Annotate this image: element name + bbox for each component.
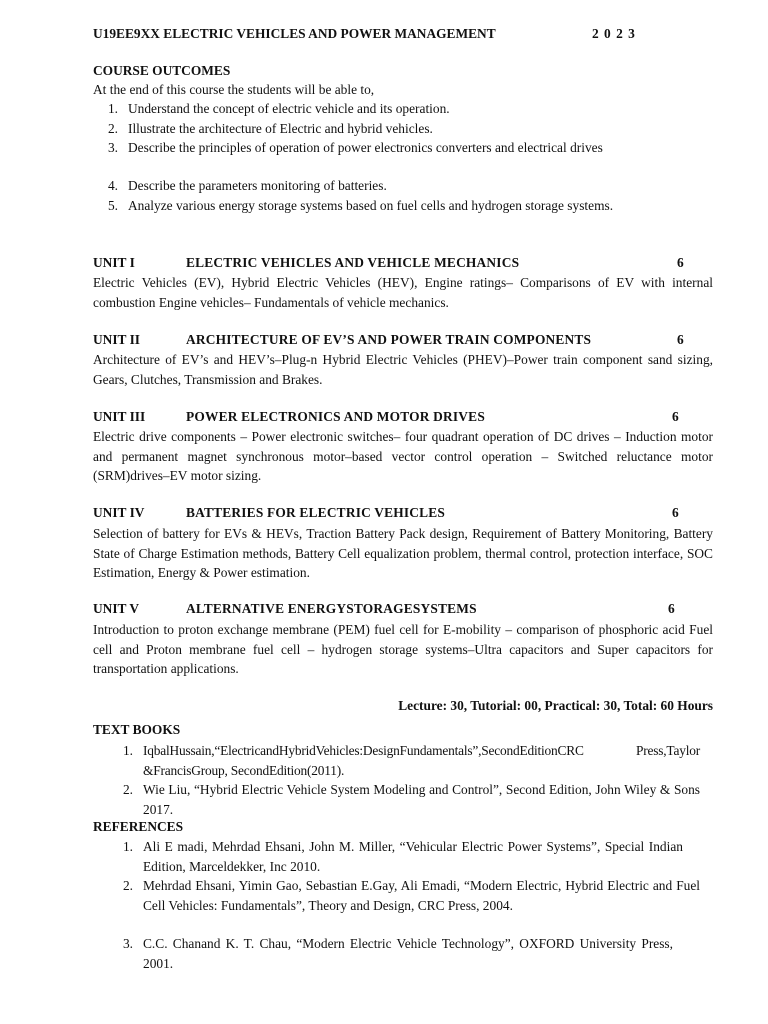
- outcome-item: Describe the parameters monitoring of batteries.: [128, 178, 387, 193]
- reference-item: Ali E madi, Mehrdad Ehsani, John M. Miller, “Vehicular Electric Power Systems”, Special Indian Edition, Marceldekker, Inc 2010.: [143, 839, 683, 874]
- course-year: 2 0 2 3: [592, 26, 636, 41]
- textbook-number: 1.: [122, 743, 133, 758]
- unit-title: POWER ELECTRONICS AND MOTOR DRIVES: [186, 409, 485, 424]
- outcome-item: Illustrate the architecture of Electric and hybrid vehicles.: [128, 121, 433, 136]
- unit-label: UNIT II: [93, 332, 141, 347]
- outcome-item: Describe the principles of operation of power electronics converters and electrical drives: [128, 140, 603, 155]
- reference-item: C.C. Chanand K. T. Chau, “Modern Electric Vehicle Technology”, OXFORD University Press, 2001.: [143, 936, 673, 971]
- hours-summary: Lecture: 30, Tutorial: 00, Practical: 30, Total: 60 Hours: [398, 698, 713, 713]
- outcome-item: Analyze various energy storage systems based on fuel cells and hydrogen storage systems.: [128, 198, 614, 213]
- text-books-heading: TEXT BOOKS: [93, 722, 181, 737]
- unit-hours: 6: [672, 505, 679, 520]
- course-outcomes-heading: COURSE OUTCOMES: [93, 63, 231, 78]
- reference-number: 3.: [122, 936, 133, 951]
- unit-body: Introduction to proton exchange membrane (PEM) fuel cell for E-mobility – comparison of phosphoric acid Fuel cell and Proton membrane fuel cell – hydrogen storage systems–Ultra capacitors and Super capacitors for transportation applications.: [93, 622, 713, 676]
- unit-hours: 6: [677, 332, 684, 347]
- outcome-item: Understand the concept of electric vehicle and its operation.: [128, 101, 450, 116]
- unit-title: ELECTRIC VEHICLES AND VEHICLE MECHANICS: [186, 255, 520, 270]
- reference-item: Mehrdad Ehsani, Yimin Gao, Sebastian E.Gay, Ali Emadi, “Modern Electric, Hybrid Electric and Fuel Cell Vehicles: Fundamentals”, Theory and Design, CRC Press, 2004.: [143, 878, 700, 913]
- outcome-number: 3.: [107, 140, 118, 155]
- outcome-number: 1.: [107, 101, 118, 116]
- textbook-item: IqbalHussain,“ElectricandHybridVehicles:DesignFundamentals”,SecondEditionCRC Press,Taylor &FrancisGroup, SecondEdition(2011).: [143, 743, 700, 778]
- unit-body: Electric drive components – Power electronic switches– four quadrant operation of DC drives – Induction motor and permanent magnet synchronous motor–based vector control operation – Switched reluctance motor (SRM)drives–EV motor sizing.: [93, 429, 713, 483]
- outcome-number: 2.: [107, 121, 118, 136]
- unit-body: Electric Vehicles (EV), Hybrid Electric Vehicles (HEV), Engine ratings– Comparisons of EV with internal combustion Engine vehicles– Fundamentals of vehicle mechanics.: [93, 275, 713, 310]
- unit-label: UNIT V: [93, 601, 140, 616]
- unit-title: BATTERIES FOR ELECTRIC VEHICLES: [186, 505, 446, 520]
- references-heading: REFERENCES: [93, 819, 184, 834]
- unit-hours: 6: [668, 601, 675, 616]
- unit-title: ALTERNATIVE ENERGYSTORAGESYSTEMS: [186, 601, 477, 616]
- unit-body: Architecture of EV’s and HEV’s–Plug-n Hybrid Electric Vehicles (PHEV)–Power train component sand sizing, Gears, Clutches, Transmission and Brakes.: [93, 352, 713, 387]
- course-title: U19EE9XX ELECTRIC VEHICLES AND POWER MANAGEMENT: [93, 26, 496, 41]
- unit-hours: 6: [677, 255, 684, 270]
- unit-title: ARCHITECTURE OF EV’S AND POWER TRAIN COMPONENTS: [186, 332, 592, 347]
- outcome-number: 5.: [107, 198, 118, 213]
- unit-label: UNIT I: [93, 255, 135, 270]
- unit-hours: 6: [672, 409, 679, 424]
- textbook-number: 2.: [122, 782, 133, 797]
- reference-number: 2.: [122, 878, 133, 893]
- unit-label: UNIT III: [93, 409, 146, 424]
- reference-number: 1.: [122, 839, 133, 854]
- outcome-number: 4.: [107, 178, 118, 193]
- unit-label: UNIT IV: [93, 505, 145, 520]
- textbook-item: Wie Liu, “Hybrid Electric Vehicle System Modeling and Control”, Second Edition, John Wiley & Sons 2017.: [143, 782, 700, 817]
- course-outcomes-intro: At the end of this course the students will be able to,: [93, 82, 375, 97]
- unit-body: Selection of battery for EVs & HEVs, Traction Battery Pack design, Requirement of Battery Monitoring, Battery State of Charge Estimation methods, Battery Cell equalization problem, thermal control, protection interface, SOC Estimation, Energy & Power estimation.: [93, 526, 713, 580]
